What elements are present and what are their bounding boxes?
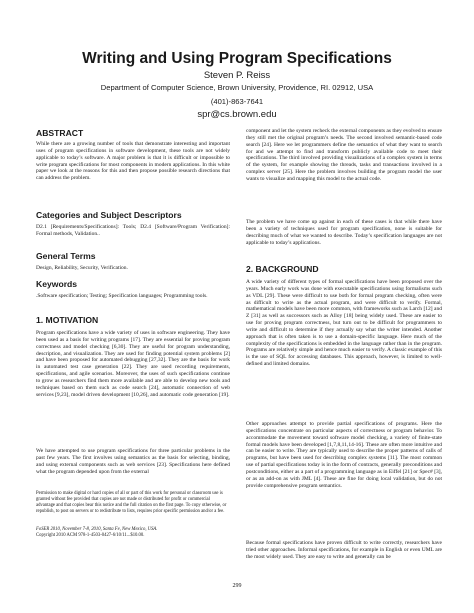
author-name: Steven P. Reiss	[203, 70, 271, 81]
abstract-text: While there are a growing number of tools that demonstrate interesting and important uses of program specifications in software development, these tools are not widely applicable to today’s software. A major problem is that it is difficult or impossible to write program specifications for most components in modern applications. In this white paper we look at the reasons for this and then propose possible research directions that can address the problem.	[36, 141, 230, 182]
paper-title: Writing and Using Program Specifications	[82, 50, 392, 67]
permission-notice: Permission to make digital or hard copies of all or part of this work for personal or classroom use is granted without fee provided that copies are not made or distributed for profit or commercial advantage and that copies bear this notice and the full citation on the first page. To copy otherwise, or republish, to post on servers or to redistribute to lists, requires prior specific permission and/or a fee.	[36, 491, 227, 514]
motivation-paragraph-2: We have attempted to use program specifications for three particular problems in the past few years. The first involves using semantics as the basis for selecting, binding, and using external components such as web services [23]. Specifications here defined what the program depended upon from the external	[36, 448, 230, 475]
motivation-paragraph-1: Program specifications have a wide variety of uses in software engineering. They have been used as a basis for writing programs [17]. They are essential for proving program correctness and model checking [6,30]. They are useful for program understanding, description, and visualization. They are used for finding potential system problems [2] and have been proposed for automated debugging [27,32]. They are the basis for work in automated test case generation [22]. They are used recording requirements, specifications, and agile scenarios. Moreover, the uses of such specifications continue to grow as researchers find them more available and are able to develop new tools and techniques based on them such as code search [24], automatic connection of web services [9,23], model driven development [10,26], and automatic code generation [19].	[36, 330, 230, 398]
background-heading: 2. BACKGROUND	[246, 264, 319, 274]
problem-paragraph: The problem we have come up against in each of these cases is that while there have been a variety of techniques used for program specification, none is suitable for describing much of what we wanted to describe. Today’s specification languages are not applicable to today’s applications.	[246, 219, 442, 246]
background-paragraph-2: Other approaches attempt to provide partial specifications of programs. Here the specifications concentrate on particular aspects of correctness or program behavior. To accommodate the movement toward software model checking, a variety of finite-state formal models have been developed [1,7,8,11,14-16]. These are often more intuitive and can be easier to write. They are typically used to describe the proper patterns of calls of programs, but have been used for describing complex systems [11]. The most common use of partial specifications today is in the form of contracts, generally preconditions and postconditions, either as a part of a programming language as in Eiffel [21] or Spec# [3], or as an add-on as with JML [4]. These are fine for doing local validation, but do not provide comprehensive program semantics.	[246, 421, 442, 489]
categories-heading: Categories and Subject Descriptors	[36, 210, 182, 220]
background-paragraph-1: A wide variety of different types of formal specifications have been proposed over the years. Much early work was done with executable specifications using formalisms such as VDL [29]. These were difficult to use both for formal program checking, often were as difficult to write as the actual program, and were difficult to verify. Formal, mathematical models have been more common, with frameworks such as Larch [12] and Z [31] as well as successors such as Alloy [18] being widely used. These are easier to use for proving program correctness, but turn out to be difficult for programmers to write and difficult to determine if they actually say what the writer intended. Another approach that is often taken is to use a domain-specific language. Here much of the complexity of the specifications is embedded in the language rather than in the program. Programs are relatively simple and hence much easier to verify. A classic example of this is the use of SQL for accessing databases. This approach, however, is limited to well-defined and limited domains.	[246, 279, 442, 368]
abstract-heading: ABSTRACT	[36, 128, 84, 138]
copyright-line: Copyright 2010 ACM 978-1-4503-0427-6/10/11...$10.00.	[36, 533, 145, 538]
author-email: spr@cs.brown.edu	[197, 109, 277, 120]
conference-info: FoSER 2010, November 7-8, 2010, Santa Fe, New Mexico, USA.	[36, 527, 158, 532]
continued-paragraph: component and let the system recheck the external components as they evolved to ensure they still met the original program’s needs. The second involved semantic-based code search [24]. Here we let programmers define the semantics of what they want to search for and we attempt to find and transform publicly available code to meet their specifications. The third involved providing visualizations of a complex system in terms of the system, for example showing the threads, tasks and transactions involved in a complex server [25]. Here the problem involves building the program model the user wants to visualize and mapping this model to the actual code.	[246, 128, 442, 182]
author-phone: (401)-863-7641	[210, 97, 264, 106]
categories-text: D2.1 [Requirements/Specifications]: Tools; D2.4 [Software/Program Verification]: Formal methods, Validation..	[36, 224, 230, 237]
keywords-heading: Keywords	[36, 279, 78, 289]
general-terms-text: Design, Reliability, Security, Verification.	[36, 265, 128, 271]
background-paragraph-3: Because formal specifications have proven difficult to write correctly, researchers have tried other approaches. Informal specifications, for example in English or even UML are the most widely used. They are easy to write and generally can be	[246, 540, 442, 560]
motivation-heading: 1. MOTIVATION	[36, 315, 99, 325]
author-affiliation: Department of Computer Science, Brown University, Providence, RI. 02912, USA	[100, 83, 374, 92]
keywords-text: .Software specification; Testing; Specification languages; Programming tools.	[36, 293, 208, 299]
page-number: 299	[232, 583, 242, 589]
general-terms-heading: General Terms	[36, 251, 96, 261]
right-column	[246, 0, 442, 613]
left-column	[36, 0, 230, 613]
